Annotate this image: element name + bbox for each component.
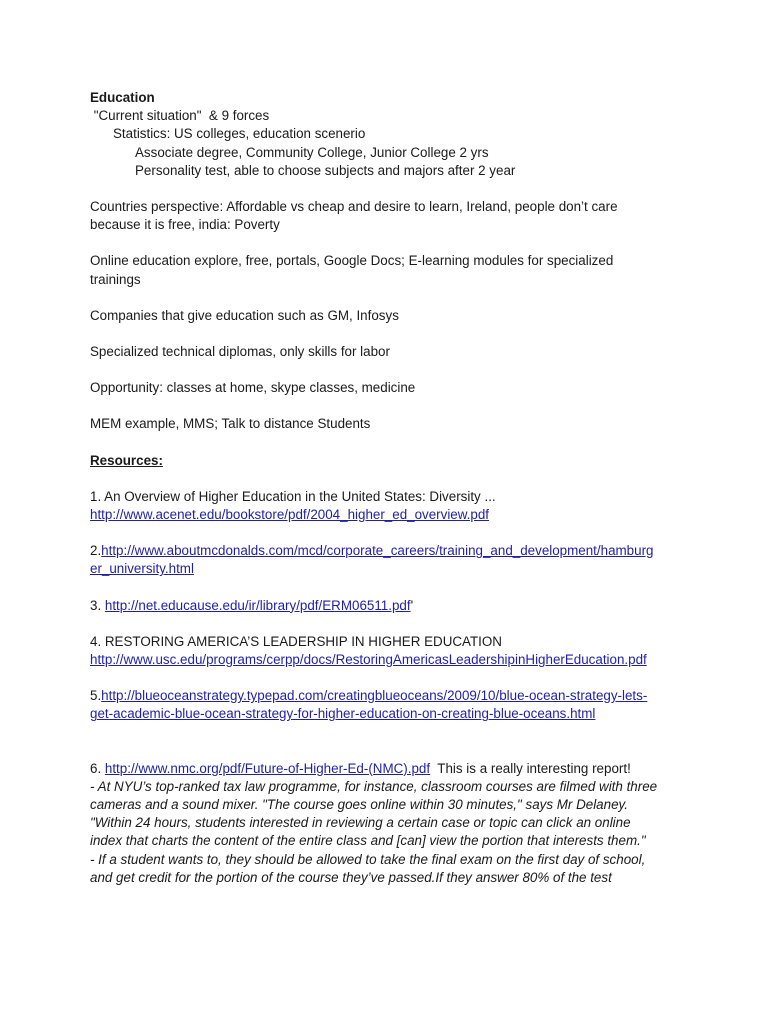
- resource-6-link[interactable]: http://www.nmc.org/pdf/Future-of-Higher-Ed-(NMC).pdf: [104, 760, 431, 776]
- opportunity-line: Opportunity: classes at home, skype classes, medicine: [90, 380, 416, 396]
- resource-5-prefix: 5.: [90, 688, 102, 704]
- countries-perspective-line-2: because it is free, india: Poverty: [90, 217, 280, 233]
- countries-perspective-line-1: Countries perspective: Affordable vs cheap and desire to learn, Ireland, people don’t care: [90, 199, 618, 215]
- mem-example-line: MEM example, MMS; Talk to distance Students: [90, 416, 371, 432]
- resource-5-link[interactable]: http://blueoceanstrategy.typepad.com/creatingblueoceans/2009/10/blue-ocean-strategy-lets-: [101, 688, 648, 704]
- resource-3-suffix: ': [410, 597, 414, 613]
- quote-line: - At NYU’s top-ranked tax law programme, for instance, classroom courses are filmed with three: [90, 778, 658, 794]
- resource-2-link[interactable]: http://www.aboutmcdonalds.com/mcd/corporate_careers/training_and_development/hamburg: [101, 543, 654, 559]
- online-education-line-2: trainings: [90, 271, 141, 287]
- personality-test-line: Personality test, able to choose subjects and majors after 2 year: [135, 162, 516, 178]
- resource-1-title: 1. An Overview of Higher Education in the United States: Diversity ...: [90, 488, 496, 504]
- resource-1-link[interactable]: http://www.acenet.edu/bookstore/pdf/2004_higher_ed_overview.pdf: [90, 507, 490, 523]
- statistics-line: Statistics: US colleges, education scenerio: [113, 126, 366, 142]
- current-situation-line: "Current situation" & 9 forces: [90, 108, 270, 124]
- quote-line: cameras and a sound mixer. "The course goes online within 30 minutes," says Mr Delaney.: [90, 797, 628, 813]
- resource-6-item: [90, 760, 690, 778]
- resource-2-prefix: 2.: [90, 543, 102, 559]
- resource-2-item: [90, 542, 690, 560]
- resource-6-prefix: 6.: [90, 760, 105, 776]
- quote-line: index that charts the content of the entire class and [can] view the portion that interests them.": [90, 833, 646, 849]
- resource-4-title: 4. RESTORING AMERICA’S LEADERSHIP IN HIGHER EDUCATION: [90, 633, 502, 649]
- resource-4-link[interactable]: http://www.usc.edu/programs/cerpp/docs/RestoringAmericasLeadershipinHigherEducation.pdf: [90, 652, 647, 668]
- quote-line: - If a student wants to, they should be allowed to take the final exam on the first day of school,: [90, 851, 646, 867]
- resource-5-item: [90, 687, 690, 705]
- resource-2-link-continued[interactable]: er_university.html: [90, 561, 194, 577]
- specialized-diplomas-line: Specialized technical diplomas, only skills for labor: [90, 344, 390, 360]
- associate-degree-line: Associate degree, Community College, Junior College 2 yrs: [135, 144, 489, 160]
- resource-3-link[interactable]: http://net.educause.edu/ir/library/pdf/ERM06511.pdf: [104, 597, 411, 613]
- online-education-line-1: Online education explore, free, portals, Google Docs; E-learning modules for specialized: [90, 253, 614, 269]
- resource-3-prefix: 3.: [90, 597, 105, 613]
- resource-6-note: This is a really interesting report!: [430, 760, 631, 776]
- resource-5-link-continued[interactable]: get-academic-blue-ocean-strategy-for-higher-education-on-creating-blue-oceans.html: [90, 706, 596, 722]
- resource-3-item: [90, 597, 690, 615]
- resources-heading: Resources:: [90, 452, 163, 468]
- quote-line: and get credit for the portion of the course they’ve passed.If they answer 80% of the test: [90, 869, 612, 885]
- document-page: [90, 89, 690, 887]
- document-heading: Education: [90, 90, 155, 105]
- quote-line: "Within 24 hours, students interested in reviewing a certain case or topic can click an online: [90, 815, 631, 831]
- companies-line: Companies that give education such as GM, Infosys: [90, 307, 399, 323]
